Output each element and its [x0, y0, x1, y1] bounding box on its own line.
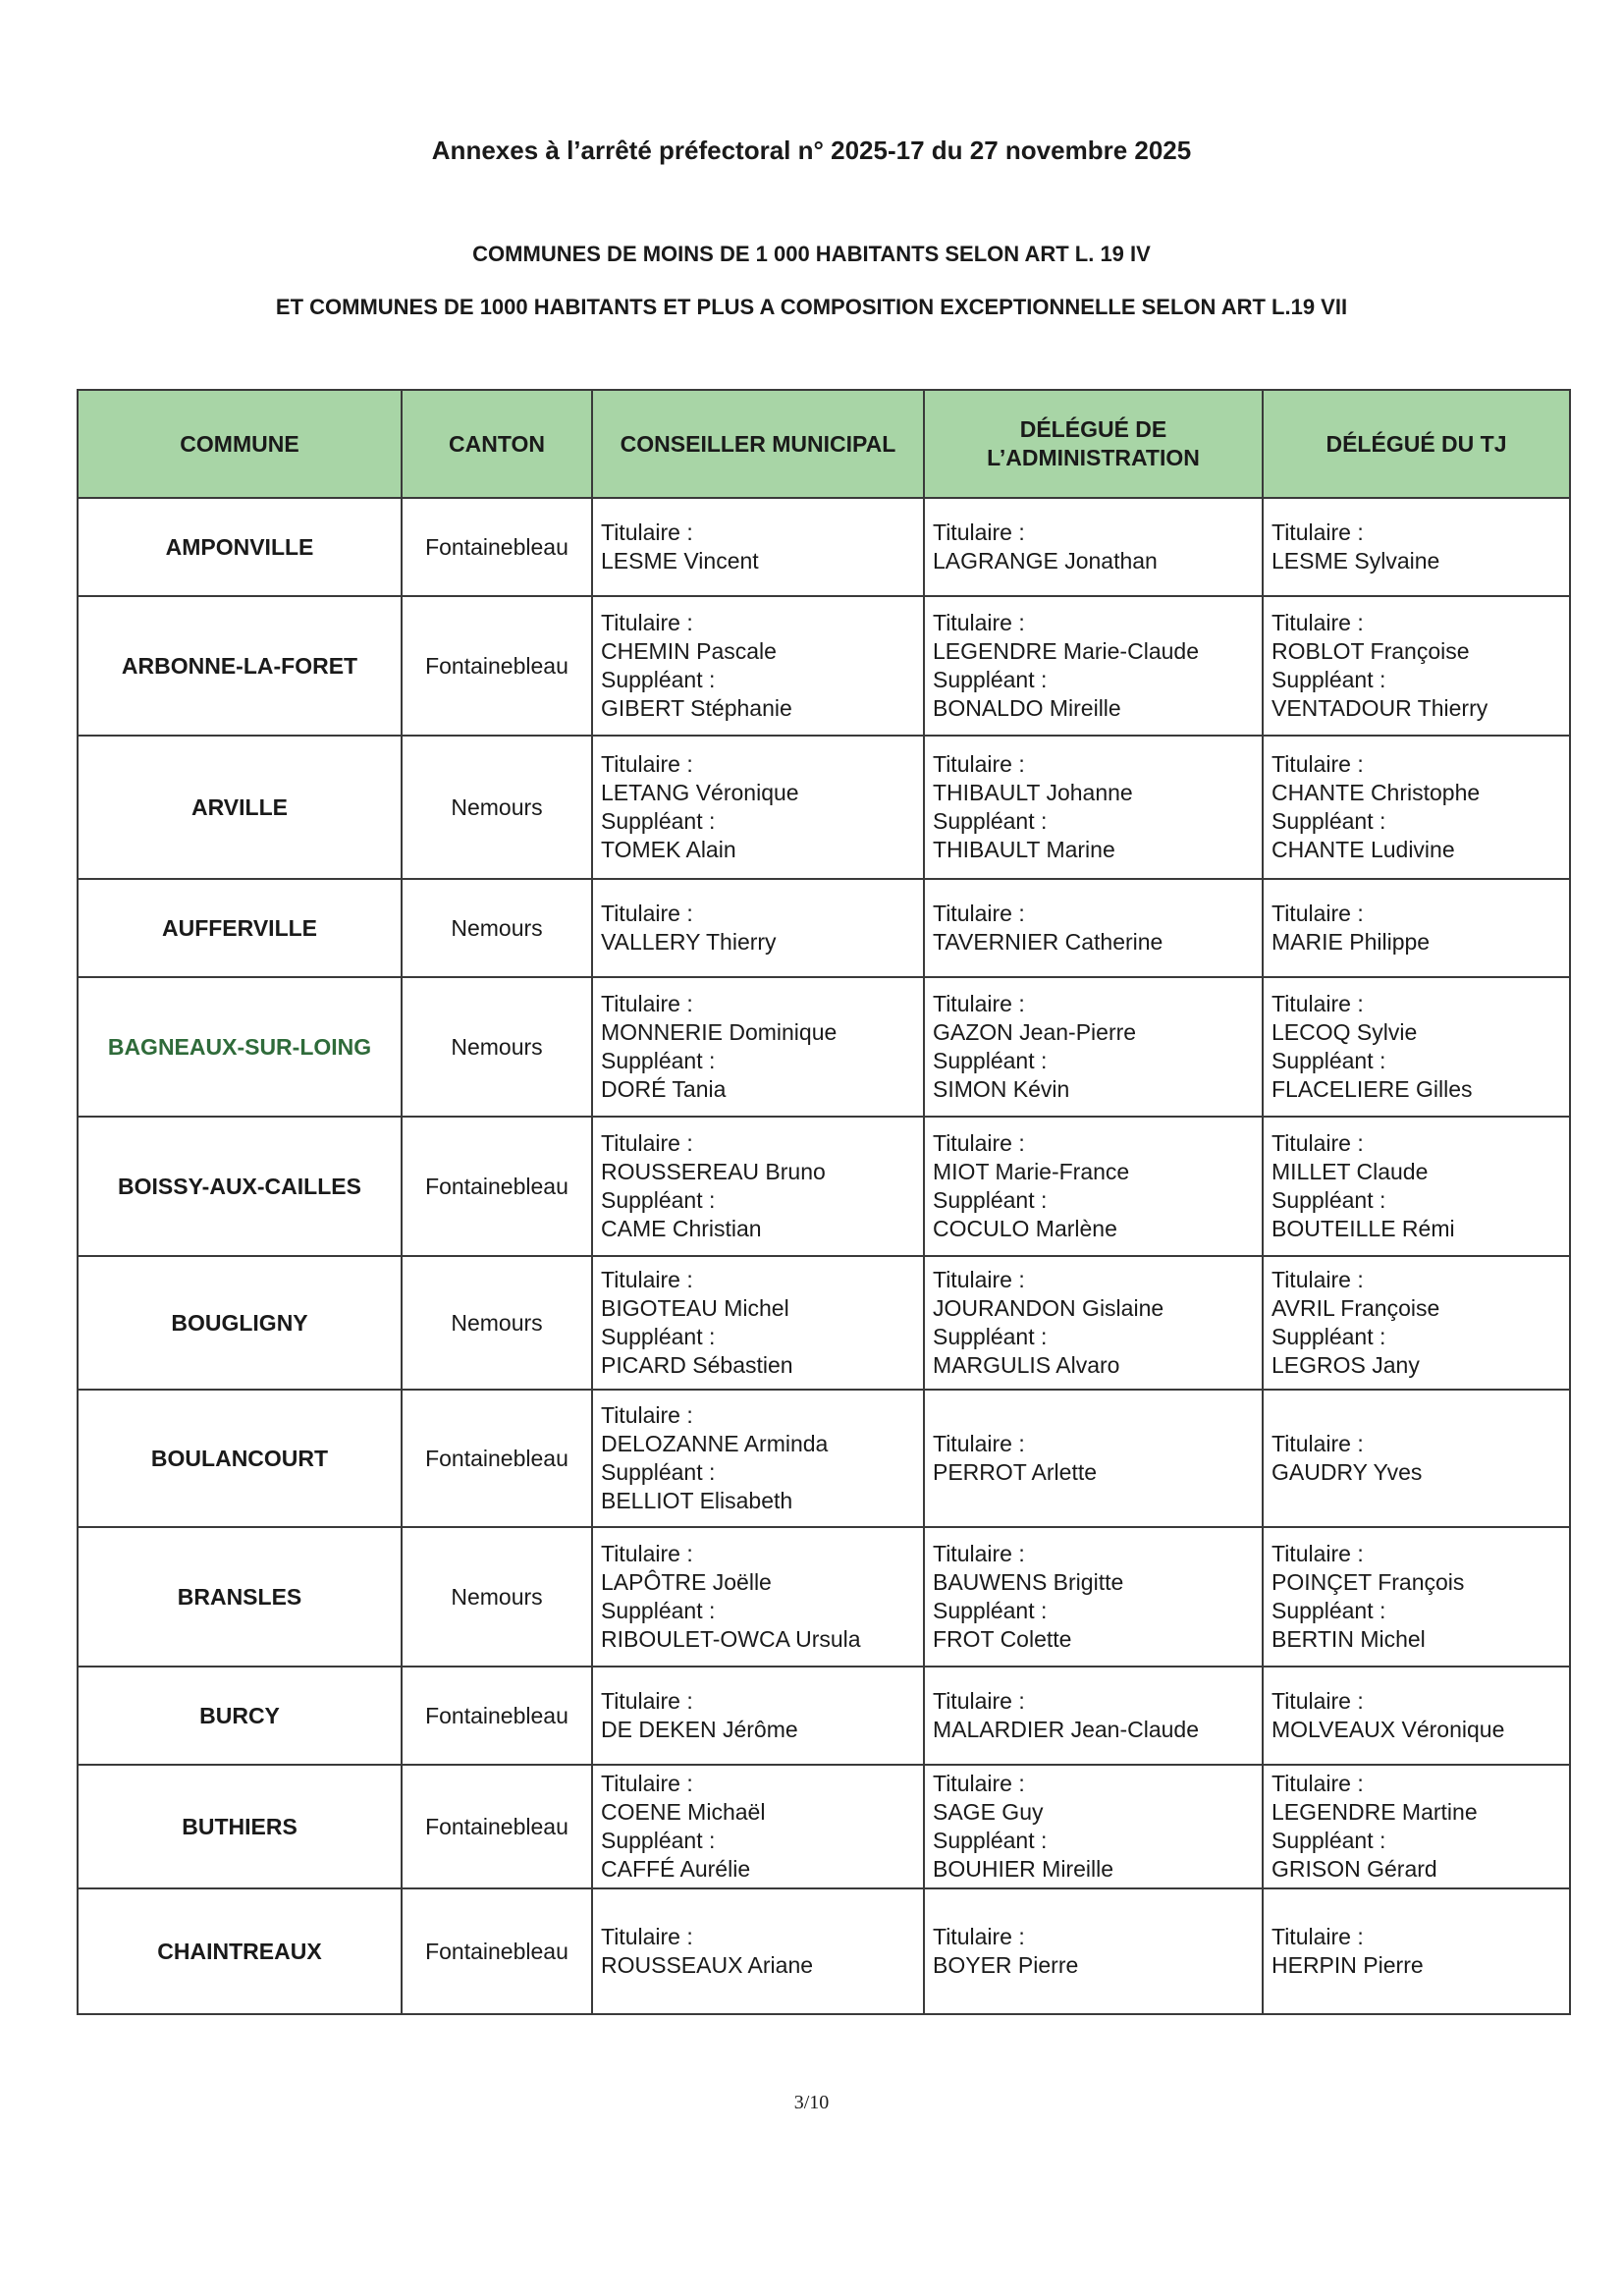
role-label: Suppléant :	[601, 1598, 716, 1623]
document-subtitle-1: COMMUNES DE MOINS DE 1 000 HABITANTS SELON ART L. 19 IV	[472, 242, 1151, 266]
header-admin-line-1: DÉLÉGUÉ DE	[1019, 416, 1167, 442]
person-name: DELOZANNE Arminda	[601, 1431, 829, 1456]
person-name: TOMEK Alain	[601, 837, 736, 862]
role-label: Suppléant :	[933, 808, 1048, 834]
role-label: Titulaire :	[933, 1924, 1025, 1949]
role-label: Titulaire :	[1271, 1130, 1364, 1156]
commune-cell: BOULANCOURT	[78, 1390, 402, 1527]
canton-cell: Fontainebleau	[402, 1667, 592, 1765]
person-name: CHANTE Ludivine	[1271, 837, 1455, 862]
role-label: Titulaire :	[1271, 751, 1364, 777]
table-row	[78, 498, 1570, 596]
role-label: Titulaire :	[1271, 1267, 1364, 1292]
role-label: Titulaire :	[933, 991, 1025, 1016]
role-label: Suppléant :	[1271, 1598, 1386, 1623]
person-name: MARIE Philippe	[1271, 929, 1431, 955]
role-label: Suppléant :	[933, 1048, 1048, 1073]
person-name: DE DEKEN Jérôme	[601, 1717, 798, 1742]
tj-delegate-cell	[1263, 498, 1570, 596]
tj-delegate-cell	[1263, 1117, 1570, 1256]
person-name: GIBERT Stéphanie	[601, 695, 792, 721]
person-name: MONNERIE Dominique	[601, 1019, 838, 1045]
canton-cell: Fontainebleau	[402, 596, 592, 736]
person-name: GAZON Jean-Pierre	[933, 1019, 1137, 1045]
conseiller-cell	[592, 1117, 924, 1256]
person-name: PERROT Arlette	[933, 1459, 1098, 1485]
conseiller-cell	[592, 977, 924, 1117]
person-name: CHANTE Christophe	[1271, 780, 1481, 805]
admin-delegate-cell	[924, 1527, 1263, 1667]
role-label: Suppléant :	[601, 1828, 716, 1853]
person-name: CAME Christian	[601, 1216, 762, 1241]
role-label: Titulaire :	[601, 1267, 693, 1292]
role-label: Titulaire :	[933, 1771, 1025, 1796]
table-row	[78, 879, 1570, 977]
conseiller-cell	[592, 1765, 924, 1888]
person-name: MARGULIS Alvaro	[933, 1352, 1120, 1378]
role-label: Titulaire :	[601, 519, 693, 545]
admin-delegate-cell	[924, 1667, 1263, 1765]
role-label: Titulaire :	[601, 751, 693, 777]
role-label: Titulaire :	[1271, 901, 1364, 926]
admin-delegate-cell	[924, 1765, 1263, 1888]
person-name: POINÇET François	[1271, 1569, 1465, 1595]
role-label: Titulaire :	[1271, 610, 1364, 635]
person-name: SIMON Kévin	[933, 1076, 1070, 1102]
person-name: LAPÔTRE Joëlle	[601, 1569, 772, 1595]
role-label: Titulaire :	[933, 901, 1025, 926]
role-label: Suppléant :	[933, 1828, 1048, 1853]
header-conseiller-municipal: CONSEILLER MUNICIPAL	[592, 390, 924, 498]
admin-delegate-cell	[924, 879, 1263, 977]
person-name: SAGE Guy	[933, 1799, 1044, 1825]
person-name: GAUDRY Yves	[1271, 1459, 1423, 1485]
role-label: Titulaire :	[933, 1688, 1025, 1714]
role-label: Suppléant :	[1271, 1187, 1386, 1213]
role-label: Suppléant :	[601, 1048, 716, 1073]
admin-delegate-cell	[924, 1888, 1263, 2014]
commune-cell: BAGNEAUX-SUR-LOING	[78, 977, 402, 1117]
conseiller-cell	[592, 1667, 924, 1765]
conseiller-cell	[592, 1527, 924, 1667]
role-label: Suppléant :	[601, 1324, 716, 1349]
table-body	[78, 498, 1570, 2014]
person-name: MIOT Marie-France	[933, 1159, 1130, 1184]
header-commune: COMMUNE	[78, 390, 402, 498]
commune-cell: AUFFERVILLE	[78, 879, 402, 977]
person-name: LEGENDRE Marie-Claude	[933, 638, 1199, 664]
table-row	[78, 596, 1570, 736]
role-label: Titulaire :	[1271, 1688, 1364, 1714]
admin-delegate-cell	[924, 736, 1263, 879]
delegates-table	[77, 389, 1571, 2015]
table-row	[78, 977, 1570, 1117]
role-label: Suppléant :	[601, 1187, 716, 1213]
tj-delegate-cell	[1263, 1888, 1570, 2014]
person-name: DORÉ Tania	[601, 1076, 727, 1102]
role-label: Titulaire :	[601, 1402, 693, 1428]
document-title: Annexes à l’arrêté préfectoral n° 2025-17 du 27 novembre 2025	[431, 136, 1192, 165]
person-name: AVRIL Françoise	[1271, 1295, 1440, 1321]
admin-delegate-cell	[924, 1117, 1263, 1256]
table-row	[78, 1765, 1570, 1888]
canton-cell: Nemours	[402, 977, 592, 1117]
role-label: Suppléant :	[601, 667, 716, 692]
person-name: LEGROS Jany	[1271, 1352, 1420, 1378]
person-name: JOURANDON Gislaine	[933, 1295, 1164, 1321]
person-name: LETANG Véronique	[601, 780, 799, 805]
commune-cell: AMPONVILLE	[78, 498, 402, 596]
role-label: Titulaire :	[933, 610, 1025, 635]
role-label: Suppléant :	[933, 1324, 1048, 1349]
page-number: 3/10	[793, 2092, 830, 2113]
tj-delegate-cell	[1263, 1667, 1570, 1765]
tj-delegate-cell	[1263, 596, 1570, 736]
person-name: COCULO Marlène	[933, 1216, 1117, 1241]
tj-delegate-cell	[1263, 879, 1570, 977]
canton-cell: Fontainebleau	[402, 1390, 592, 1527]
table-row	[78, 1390, 1570, 1527]
role-label: Titulaire :	[601, 991, 693, 1016]
commune-cell: CHAINTREAUX	[78, 1888, 402, 2014]
person-name: MALARDIER Jean-Claude	[933, 1717, 1200, 1742]
person-name: ROUSSEREAU Bruno	[601, 1159, 826, 1184]
role-label: Titulaire :	[933, 519, 1025, 545]
role-label: Titulaire :	[601, 1130, 693, 1156]
canton-cell: Fontainebleau	[402, 498, 592, 596]
role-label: Titulaire :	[933, 1431, 1025, 1456]
role-label: Titulaire :	[601, 610, 693, 635]
header-delegue-tj: DÉLÉGUÉ DU TJ	[1263, 390, 1570, 498]
commune-cell: BRANSLES	[78, 1527, 402, 1667]
person-name: BOUHIER Mireille	[933, 1856, 1114, 1882]
role-label: Titulaire :	[933, 1267, 1025, 1292]
commune-cell: ARBONNE-LA-FORET	[78, 596, 402, 736]
canton-cell: Nemours	[402, 1256, 592, 1390]
canton-cell: Fontainebleau	[402, 1117, 592, 1256]
table-row	[78, 1527, 1570, 1667]
admin-delegate-cell	[924, 1390, 1263, 1527]
canton-cell: Nemours	[402, 736, 592, 879]
person-name: LAGRANGE Jonathan	[933, 548, 1158, 574]
person-name: PICARD Sébastien	[601, 1352, 793, 1378]
person-name: CHEMIN Pascale	[601, 638, 777, 664]
commune-cell: BOISSY-AUX-CAILLES	[78, 1117, 402, 1256]
commune-cell: BUTHIERS	[78, 1765, 402, 1888]
role-label: Suppléant :	[601, 1459, 716, 1485]
person-name: THIBAULT Marine	[933, 837, 1115, 862]
person-name: FLACELIERE Gilles	[1271, 1076, 1473, 1102]
table-row	[78, 736, 1570, 879]
person-name: BOUTEILLE Rémi	[1271, 1216, 1455, 1241]
person-name: THIBAULT Johanne	[933, 780, 1133, 805]
conseiller-cell	[592, 1888, 924, 2014]
role-label: Titulaire :	[933, 1130, 1025, 1156]
role-label: Suppléant :	[1271, 1828, 1386, 1853]
canton-cell: Nemours	[402, 1527, 592, 1667]
person-name: MILLET Claude	[1271, 1159, 1429, 1184]
table-row	[78, 1888, 1570, 2014]
tj-delegate-cell	[1263, 977, 1570, 1117]
role-label: Titulaire :	[1271, 1431, 1364, 1456]
tj-delegate-cell	[1263, 736, 1570, 879]
role-label: Suppléant :	[1271, 1048, 1386, 1073]
person-name: GRISON Gérard	[1271, 1856, 1437, 1882]
conseiller-cell	[592, 596, 924, 736]
document-subtitle-2: ET COMMUNES DE 1000 HABITANTS ET PLUS A COMPOSITION EXCEPTIONNELLE SELON ART L.19 VII	[275, 295, 1348, 319]
tj-delegate-cell	[1263, 1765, 1570, 1888]
person-name: FROT Colette	[933, 1626, 1072, 1652]
person-name: VALLERY Thierry	[601, 929, 777, 955]
role-label: Titulaire :	[1271, 1541, 1364, 1566]
role-label: Titulaire :	[601, 1771, 693, 1796]
tj-delegate-cell	[1263, 1390, 1570, 1527]
person-name: ROBLOT Françoise	[1271, 638, 1470, 664]
person-name: TAVERNIER Catherine	[933, 929, 1163, 955]
role-label: Titulaire :	[1271, 1771, 1364, 1796]
header-delegue-administration	[924, 390, 1263, 498]
role-label: Titulaire :	[601, 1924, 693, 1949]
role-label: Titulaire :	[1271, 991, 1364, 1016]
canton-cell: Fontainebleau	[402, 1888, 592, 2014]
person-name: ROUSSEAUX Ariane	[601, 1952, 814, 1978]
canton-cell: Fontainebleau	[402, 1765, 592, 1888]
role-label: Suppléant :	[1271, 1324, 1386, 1349]
role-label: Suppléant :	[601, 808, 716, 834]
person-name: HERPIN Pierre	[1271, 1952, 1424, 1978]
commune-cell: BURCY	[78, 1667, 402, 1765]
person-name: BAUWENS Brigitte	[933, 1569, 1124, 1595]
admin-delegate-cell	[924, 498, 1263, 596]
person-name: COENE Michaël	[601, 1799, 766, 1825]
table-header-row	[78, 390, 1570, 498]
commune-cell: BOUGLIGNY	[78, 1256, 402, 1390]
person-name: LESME Vincent	[601, 548, 759, 574]
table-row	[78, 1667, 1570, 1765]
tj-delegate-cell	[1263, 1256, 1570, 1390]
role-label: Titulaire :	[1271, 519, 1364, 545]
header-admin-line-2: L’ADMINISTRATION	[987, 445, 1200, 470]
person-name: LESME Sylvaine	[1271, 548, 1440, 574]
role-label: Suppléant :	[933, 667, 1048, 692]
header-canton: CANTON	[402, 390, 592, 498]
role-label: Suppléant :	[933, 1598, 1048, 1623]
commune-cell: ARVILLE	[78, 736, 402, 879]
role-label: Suppléant :	[1271, 808, 1386, 834]
person-name: RIBOULET-OWCA Ursula	[601, 1626, 861, 1652]
admin-delegate-cell	[924, 977, 1263, 1117]
person-name: CAFFÉ Aurélie	[601, 1856, 751, 1882]
role-label: Suppléant :	[1271, 667, 1386, 692]
conseiller-cell	[592, 1256, 924, 1390]
role-label: Titulaire :	[601, 1688, 693, 1714]
conseiller-cell	[592, 879, 924, 977]
role-label: Titulaire :	[933, 751, 1025, 777]
canton-cell: Nemours	[402, 879, 592, 977]
role-label: Titulaire :	[933, 1541, 1025, 1566]
person-name: LEGENDRE Martine	[1271, 1799, 1478, 1825]
role-label: Suppléant :	[933, 1187, 1048, 1213]
person-name: BOYER Pierre	[933, 1952, 1079, 1978]
role-label: Titulaire :	[1271, 1924, 1364, 1949]
person-name: BERTIN Michel	[1271, 1626, 1426, 1652]
person-name: MOLVEAUX Véronique	[1271, 1717, 1505, 1742]
person-name: BELLIOT Elisabeth	[601, 1488, 793, 1513]
conseiller-cell	[592, 736, 924, 879]
conseiller-cell	[592, 1390, 924, 1527]
table-row	[78, 1117, 1570, 1256]
admin-delegate-cell	[924, 596, 1263, 736]
tj-delegate-cell	[1263, 1527, 1570, 1667]
conseiller-cell	[592, 498, 924, 596]
table-row	[78, 1256, 1570, 1390]
person-name: BIGOTEAU Michel	[601, 1295, 789, 1321]
person-name: BONALDO Mireille	[933, 695, 1121, 721]
role-label: Titulaire :	[601, 1541, 693, 1566]
person-name: VENTADOUR Thierry	[1271, 695, 1488, 721]
admin-delegate-cell	[924, 1256, 1263, 1390]
role-label: Titulaire :	[601, 901, 693, 926]
person-name: LECOQ Sylvie	[1271, 1019, 1418, 1045]
